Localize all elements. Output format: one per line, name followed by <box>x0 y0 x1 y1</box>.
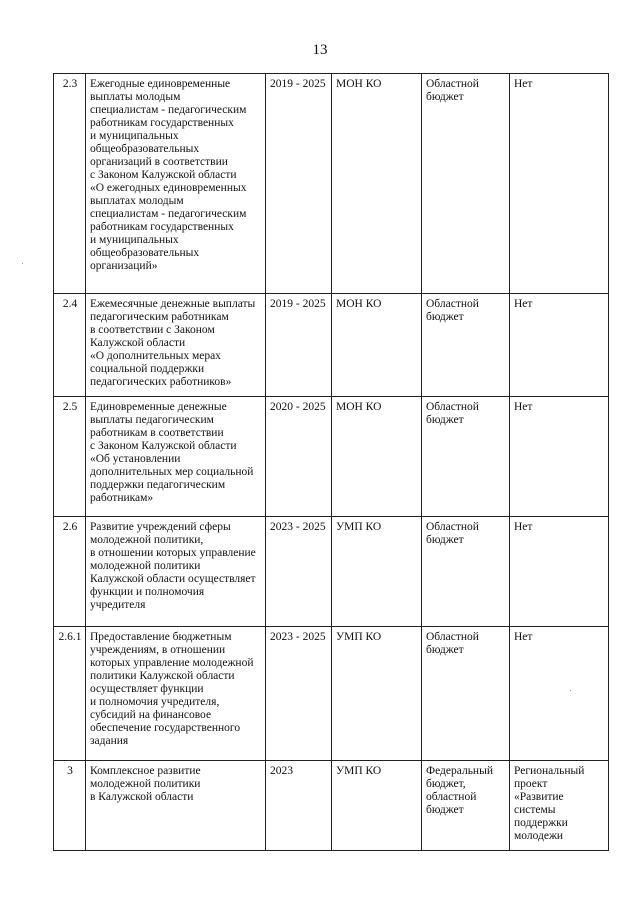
implementation-years: 2019 - 2025 <box>266 74 332 294</box>
page-number: 13 <box>312 42 328 58</box>
measure-description: Ежемесячные денежные выплаты педагогическим работникам в соответствии с Законом Калужской области «О дополнительных мерах социальной поддержки педагогических работников» <box>86 294 266 397</box>
funding-source: Областной бюджет <box>422 627 510 761</box>
row-number: 2.6.1 <box>54 627 86 761</box>
implementation-years: 2023 - 2025 <box>266 517 332 627</box>
executor: МОН КО <box>332 397 422 517</box>
related-project: Региональный проект «Развитие системы поддержки молодежи <box>510 761 609 851</box>
implementation-years: 2020 - 2025 <box>266 397 332 517</box>
executor: УМП КО <box>332 761 422 851</box>
funding-source: Областной бюджет <box>422 74 510 294</box>
implementation-years: 2023 - 2025 <box>266 627 332 761</box>
measure-description: Единовременные денежные выплаты педагогическим работникам в соответствии с Законом Калужской области «Об установлении дополнительных мер социальной поддержки педагогическим работникам» <box>86 397 266 517</box>
measure-description: Развитие учреждений сферы молодежной политики, в отношении которых управление молодежной политики Калужской области осуществляет функции и полномочия учредителя <box>86 517 266 627</box>
scan-speck <box>570 690 571 691</box>
row-number: 2.3 <box>54 74 86 294</box>
row-number: 2.5 <box>54 397 86 517</box>
program-measures-table <box>53 73 609 851</box>
related-project: Нет <box>510 294 609 397</box>
measure-description: Ежегодные единовременные выплаты молодым специалистам - педагогическим работникам государственных и муниципальных общеобразовательных организаций в соответствии с Законом Калужской области «О ежегодных единовременных выплатах молодым специалистам - педагогическим работникам государственных и муниципальных общеобразовательных организаций» <box>86 74 266 294</box>
row-number: 3 <box>54 761 86 851</box>
executor: УМП КО <box>332 627 422 761</box>
executor: УМП КО <box>332 517 422 627</box>
table-row <box>54 294 609 397</box>
table-row <box>54 517 609 627</box>
executor: МОН КО <box>332 74 422 294</box>
measure-description: Комплексное развитие молодежной политики в Калужской области <box>86 761 266 851</box>
funding-source: Областной бюджет <box>422 294 510 397</box>
table-row <box>54 627 609 761</box>
measure-description: Предоставление бюджетным учреждениям, в отношении которых управление молодежной политики Калужской области осуществляет функции и полномочия учредителя, субсидий на финансовое обеспечение государственного задания <box>86 627 266 761</box>
table-row <box>54 74 609 294</box>
executor: МОН КО <box>332 294 422 397</box>
table-row <box>54 397 609 517</box>
funding-source: Областной бюджет <box>422 397 510 517</box>
row-number: 2.4 <box>54 294 86 397</box>
related-project: Нет <box>510 74 609 294</box>
implementation-years: 2023 <box>266 761 332 851</box>
related-project: Нет <box>510 397 609 517</box>
funding-source: Областной бюджет <box>422 517 510 627</box>
related-project: Нет <box>510 627 609 761</box>
implementation-years: 2019 - 2025 <box>266 294 332 397</box>
table-row <box>54 761 609 851</box>
related-project: Нет <box>510 517 609 627</box>
row-number: 2.6 <box>54 517 86 627</box>
scan-speck <box>22 263 23 264</box>
funding-source: Федеральный бюджет, областной бюджет <box>422 761 510 851</box>
